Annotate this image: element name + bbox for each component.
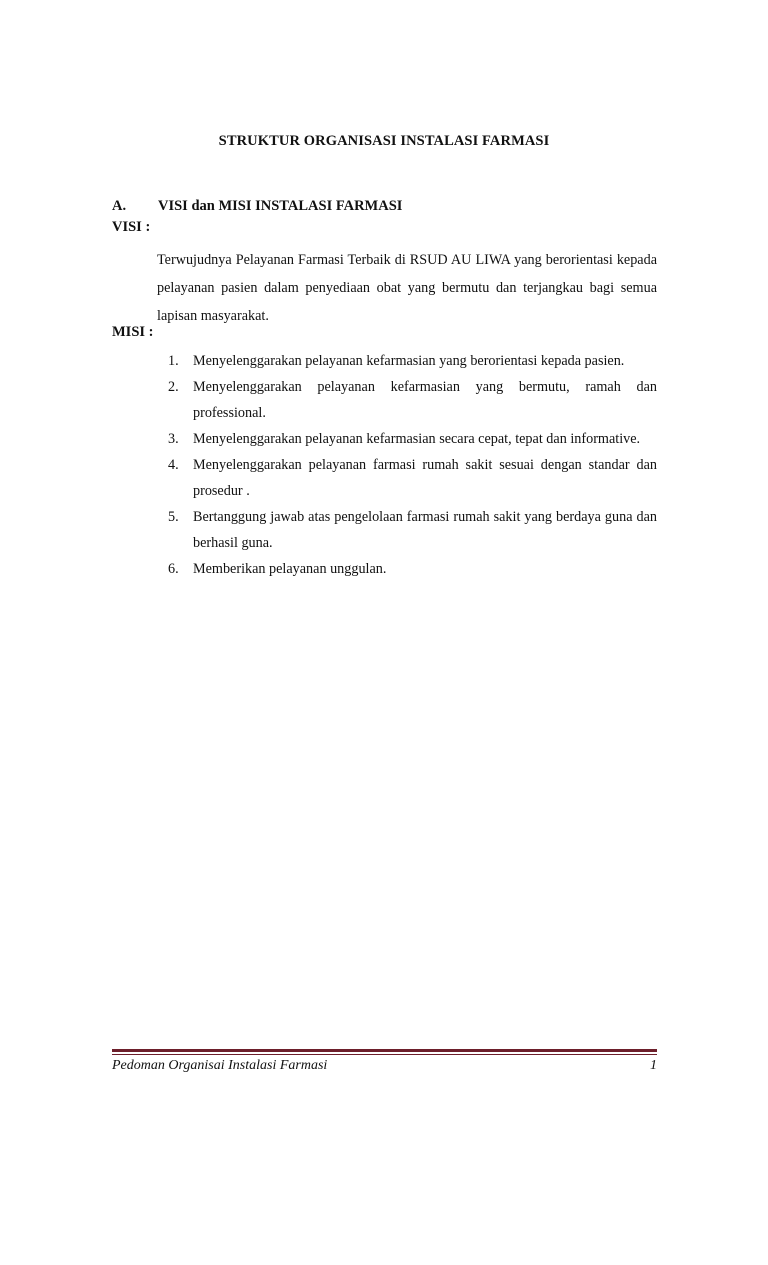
list-item <box>168 374 657 426</box>
visi-body: Terwujudnya Pelayanan Farmasi Terbaik di RSUD AU LIWA yang berorientasi kepada pelayanan pasien dalam penyediaan obat yang bermutu dan terjangkau bagi semua lapisan masyarakat. <box>157 252 657 324</box>
section-letter: A. <box>112 198 127 214</box>
list-item-text: Memberikan pelayanan unggulan. <box>193 561 387 577</box>
list-item-text: Menyelenggarakan pelayanan kefarmasian yang bermutu, ramah dan professional. <box>193 379 657 421</box>
list-item-number: 2. <box>168 379 179 395</box>
footer-divider-thin <box>112 1054 657 1055</box>
footer-page-number: 1 <box>650 1058 657 1073</box>
list-item-text: Menyelenggarakan pelayanan farmasi rumah sakit sesuai dengan standar dan prosedur . <box>193 457 657 499</box>
misi-label: MISI : <box>112 324 154 340</box>
visi-label: VISI : <box>112 219 151 235</box>
list-item-text: Bertanggung jawab atas pengelolaan farmasi rumah sakit yang berdaya guna dan berhasil guna. <box>193 509 657 551</box>
page-title: STRUKTUR ORGANISASI INSTALASI FARMASI <box>218 133 550 149</box>
list-item <box>168 426 657 452</box>
list-item-number: 4. <box>168 457 179 473</box>
list-item <box>168 348 657 374</box>
section-heading-text: VISI dan MISI INSTALASI FARMASI <box>158 198 403 214</box>
list-item-number: 6. <box>168 561 179 577</box>
list-item <box>168 556 657 582</box>
list-item-text: Menyelenggarakan pelayanan kefarmasian secara cepat, tepat dan informative. <box>193 431 641 447</box>
list-item-number: 1. <box>168 353 179 369</box>
list-item <box>168 504 657 556</box>
footer-divider-thick <box>112 1049 657 1052</box>
footer-document-title: Pedoman Organisai Instalasi Farmasi <box>112 1058 328 1073</box>
list-item-text: Menyelenggarakan pelayanan kefarmasian yang berorientasi kepada pasien. <box>193 353 625 369</box>
misi-list <box>168 348 657 582</box>
list-item-number: 3. <box>168 431 179 447</box>
list-item <box>168 452 657 504</box>
list-item-number: 5. <box>168 509 179 525</box>
